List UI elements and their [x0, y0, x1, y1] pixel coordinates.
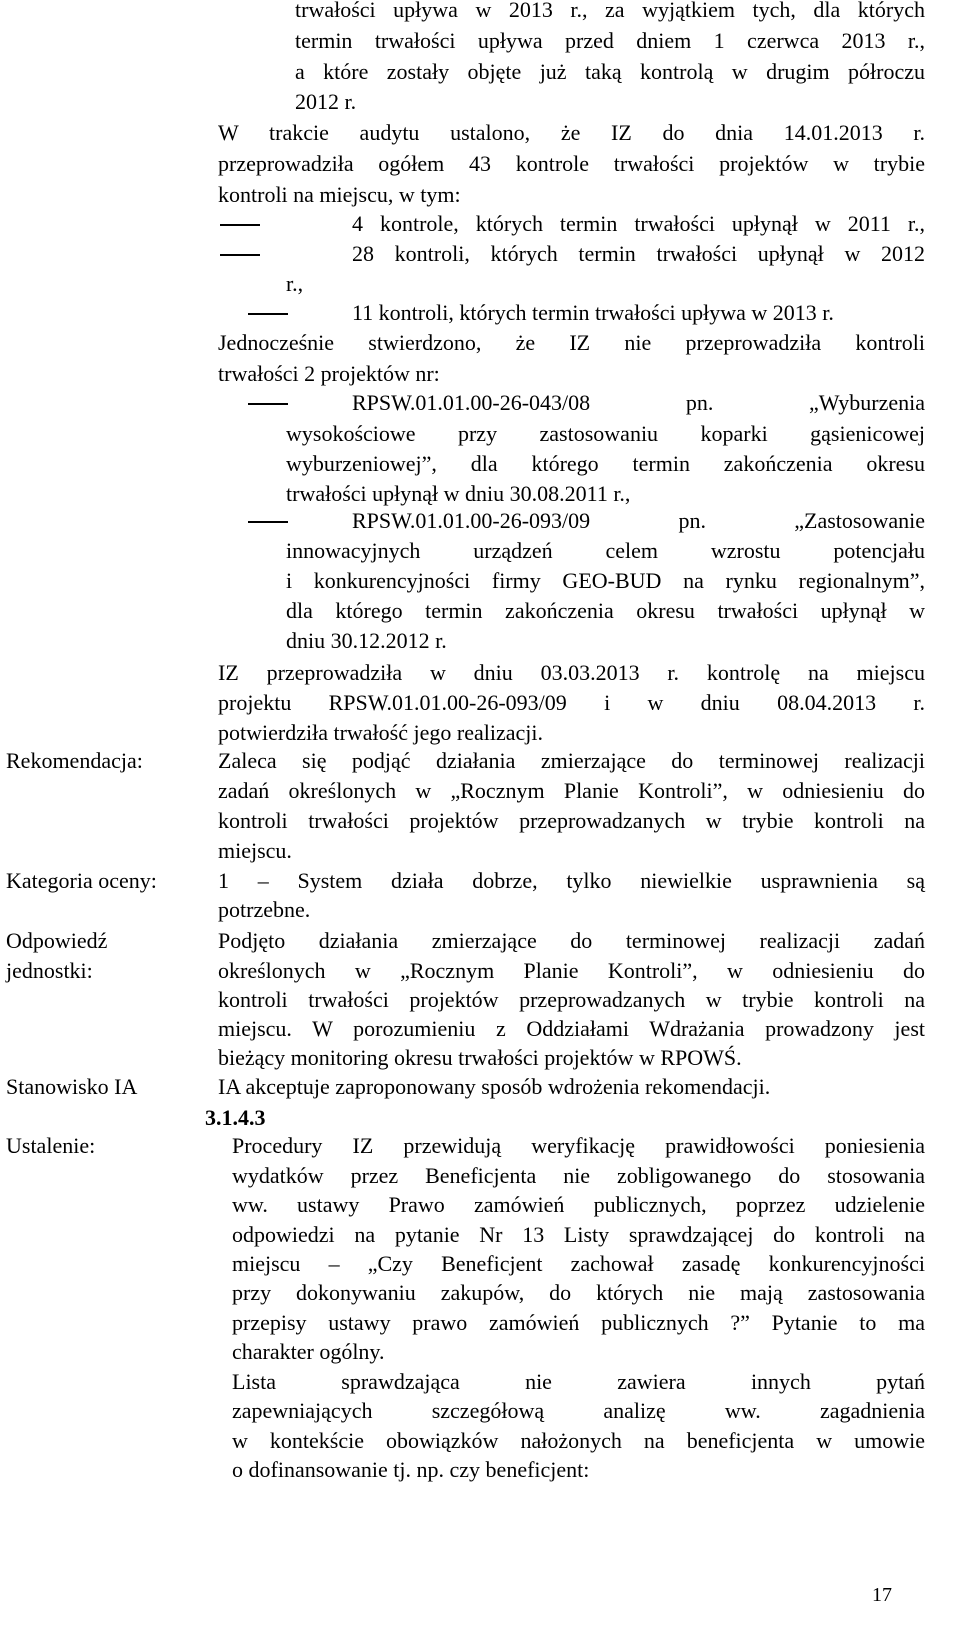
dash-bullet — [220, 224, 260, 226]
intro-line: a które zostały objęte już taką kontrolą w drugim półroczu — [295, 59, 925, 84]
project-line: wysokościowe przy zastosowaniu koparki gąsienicowej — [286, 421, 925, 446]
intro-line: termin trwałości upływa przed dniem 1 czerwca 2013 r., — [295, 28, 925, 53]
ia-position-label: Stanowisko IA — [6, 1074, 138, 1099]
recommendation-line: Zaleca się podjąć działania zmierzające do terminowej realizacji — [218, 748, 925, 773]
recommendation-line: kontroli trwałości projektów przeprowadzanych w trybie kontroli na — [218, 808, 925, 833]
project-line: dniu 30.12.2012 r. — [286, 628, 447, 653]
iz-control-line: potwierdziła trwałość jego realizacji. — [218, 720, 543, 745]
response-line: Podjęto działania zmierzające do terminowej realizacji zadań — [218, 928, 925, 953]
project-line: wyburzeniowej”, dla którego termin zakończenia okresu — [286, 451, 925, 476]
bullet-item-continuation: r., — [286, 271, 304, 296]
dash-bullet — [248, 403, 288, 405]
response-label: jednostki: — [6, 958, 93, 983]
category-line: potrzebne. — [218, 897, 311, 922]
finding-line: w kontekście obowiązków nałożonych na beneficjenta w umowie — [232, 1428, 925, 1453]
finding-line: o dofinansowanie tj. np. czy beneficjent: — [232, 1457, 590, 1482]
intro-line: trwałości upływa w 2013 r., za wyjątkiem tych, dla których — [295, 0, 925, 22]
dash-bullet — [248, 313, 288, 315]
recommendation-line: zadań określonych w „Rocznym Planie Kontroli”, w odniesieniu do — [218, 778, 925, 803]
finding-line: wydatków przez Beneficjenta nie zobligowanego do stosowania — [232, 1163, 925, 1188]
dash-bullet — [248, 521, 288, 523]
project-line: i konkurencyjności firmy GEO-BUD na rynku regionalnym”, — [286, 568, 925, 593]
response-line: określonych w „Rocznym Planie Kontroli”, w odniesieniu do — [218, 958, 925, 983]
category-label: Kategoria oceny: — [6, 868, 157, 893]
finding-line: przepisy ustawy prawo zamówień publicznych ?” Pytanie to ma — [232, 1310, 925, 1335]
ia-position-text: IA akceptuje zaproponowany sposób wdrożenia rekomendacji. — [218, 1074, 771, 1099]
page-number: 17 — [872, 1584, 892, 1606]
finding-line: przy dokonywaniu zakupów, do których nie mają zastosowania — [232, 1280, 925, 1305]
finding-line: Lista sprawdzająca nie zawiera innych pytań — [232, 1369, 925, 1394]
audit-paragraph-line: W trakcie audytu ustalono, że IZ do dnia 14.01.2013 r. — [218, 120, 925, 145]
bullet-item: 11 kontroli, których termin trwałości upływa w 2013 r. — [352, 300, 834, 325]
project-line: innowacyjnych urządzeń celem wzrostu potencjału — [286, 538, 925, 563]
finding-label: Ustalenie: — [6, 1133, 96, 1158]
category-line: 1 – System działa dobrze, tylko niewielkie usprawnienia są — [218, 868, 925, 893]
finding-line: odpowiedzi na pytanie Nr 13 Listy sprawdzającej do kontroli na — [232, 1222, 925, 1247]
intro-line: 2012 r. — [295, 89, 357, 114]
finding-line: charakter ogólny. — [232, 1339, 385, 1364]
bullet-item: 4 kontrole, których termin trwałości upłynął w 2011 r., — [352, 211, 925, 236]
recommendation-line: miejscu. — [218, 838, 292, 863]
response-line: miejscu. W porozumieniu z Oddziałami Wdrażania prowadzony jest — [218, 1016, 925, 1041]
project-line: dla którego termin zakończenia okresu trwałości upłynął w — [286, 598, 925, 623]
finding-line: ww. ustawy Prawo zamówień publicznych, poprzez udzielenie — [232, 1192, 925, 1217]
finding-line: Procedury IZ przewidują weryfikację prawidłowości poniesienia — [232, 1133, 925, 1158]
iz-control-line: IZ przeprowadziła w dniu 03.03.2013 r. kontrolę na miejscu — [218, 660, 925, 685]
project-line: trwałości upłynął w dniu 30.08.2011 r., — [286, 481, 631, 506]
bullet-item: 28 kontroli, których termin trwałości upłynął w 2012 — [352, 241, 925, 266]
response-line: bieżący monitoring okresu trwałości projektów w RPOWŚ. — [218, 1045, 742, 1070]
finding-line: zapewniających szczegółową analizę ww. zagadnienia — [232, 1398, 925, 1423]
recommendation-label: Rekomendacja: — [6, 748, 143, 773]
response-label: Odpowiedź — [6, 928, 108, 953]
section-number: 3.1.4.3 — [205, 1105, 266, 1130]
finding-line: miejscu – „Czy Beneficjent zachował zasadę konkurencyjności — [232, 1251, 925, 1276]
audit-paragraph-line: przeprowadziła ogółem 43 kontrole trwałości projektów w trybie — [218, 151, 925, 176]
response-line: kontroli trwałości projektów przeprowadzanych w trybie kontroli na — [218, 987, 925, 1012]
finding-line: trwałości 2 projektów nr: — [218, 361, 440, 386]
project-line: RPSW.01.01.00-26-043/08 pn. „Wyburzenia — [352, 390, 925, 415]
dash-bullet — [220, 254, 260, 256]
finding-line: Jednocześnie stwierdzono, że IZ nie przeprowadziła kontroli — [218, 330, 925, 355]
audit-paragraph-line: kontroli na miejscu, w tym: — [218, 182, 461, 207]
project-line: RPSW.01.01.00-26-093/09 pn. „Zastosowanie — [352, 508, 925, 533]
iz-control-line: projektu RPSW.01.01.00-26-093/09 i w dniu 08.04.2013 r. — [218, 690, 925, 715]
